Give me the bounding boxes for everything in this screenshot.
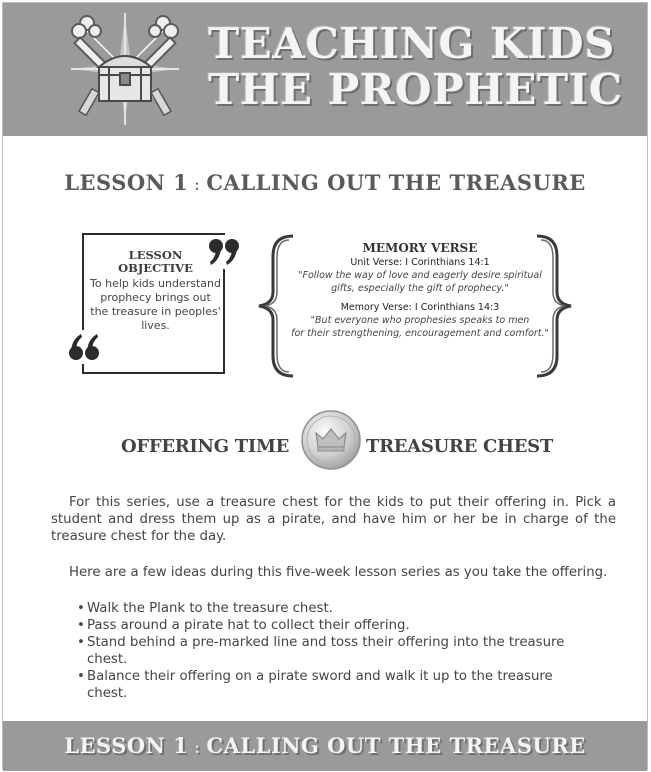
footer-separator: : <box>188 738 207 758</box>
unit-verse-quote-line-2: gifts, especially the gift of prophecy." <box>331 283 509 294</box>
offering-ideas-list <box>77 600 577 702</box>
unit-verse-reference: Unit Verse: I Corinthians 14:1 <box>350 257 490 268</box>
memory-verse-title: MEMORY VERSE <box>362 241 478 255</box>
lesson-objective-box <box>82 233 225 374</box>
close-quote-icon <box>206 235 242 269</box>
list-item: • Stand behind a pre-marked line and toss their offering into the treasure chest. <box>77 634 577 668</box>
offering-paragraph-2: Here are a few ideas during this five-week lesson series as you take the offering. <box>69 565 608 580</box>
footer-lesson-number: LESSON 1 <box>64 733 189 758</box>
open-quote-icon <box>66 330 102 364</box>
crown-coin-icon <box>300 409 362 471</box>
footer-banner <box>3 721 647 771</box>
objective-title-line-1: LESSON <box>128 248 183 262</box>
page-title <box>208 19 623 114</box>
title-line-1: TEACHING KIDS <box>208 19 615 68</box>
title-line-2: THE PROPHETIC <box>208 65 623 114</box>
treasure-chest-heading: TREASURE CHEST <box>366 436 553 457</box>
lesson-heading <box>3 170 647 195</box>
objective-text: To help kids understand prophecy brings out the treasure in peoples' lives. <box>90 277 221 332</box>
footer-lesson-title <box>3 733 647 758</box>
objective-title-line-2: OBJECTIVE <box>118 261 193 275</box>
footer-title-text: CALLING OUT THE TREASURE <box>206 733 586 758</box>
list-item: • Balance their offering on a pirate sword and walk it up to the treasure chest. <box>77 668 577 702</box>
lesson-number: LESSON 1 <box>64 170 189 195</box>
list-item: • Pass around a pirate hat to collect their offering. <box>77 617 577 634</box>
memory-verse-reference: Memory Verse: I Corinthians 14:3 <box>340 302 500 313</box>
offering-paragraph-1: For this series, use a treasure chest for the kids to put their offering in. Pick a student and dress them up as a pirate, and have him or her be in charge of the treasure chest for the day. <box>51 495 616 544</box>
document-page <box>2 2 648 770</box>
treasure-chest-keys-icon <box>65 9 185 129</box>
memory-verse-quote-line-2: for their strengthening, encouragement and comfort." <box>291 328 549 339</box>
memory-verse-block <box>285 241 555 340</box>
list-item: • Walk the Plank to the treasure chest. <box>77 600 577 617</box>
offering-time-heading: OFFERING TIME <box>121 436 289 457</box>
unit-verse-quote-line-1: "Follow the way of love and eagerly desire spiritual <box>298 270 542 281</box>
lesson-title: CALLING OUT THE TREASURE <box>206 170 586 195</box>
header-banner <box>3 3 647 136</box>
lesson-separator: : <box>188 175 207 195</box>
memory-verse-quote-line-1: "But everyone who prophesies speaks to men <box>310 315 530 326</box>
